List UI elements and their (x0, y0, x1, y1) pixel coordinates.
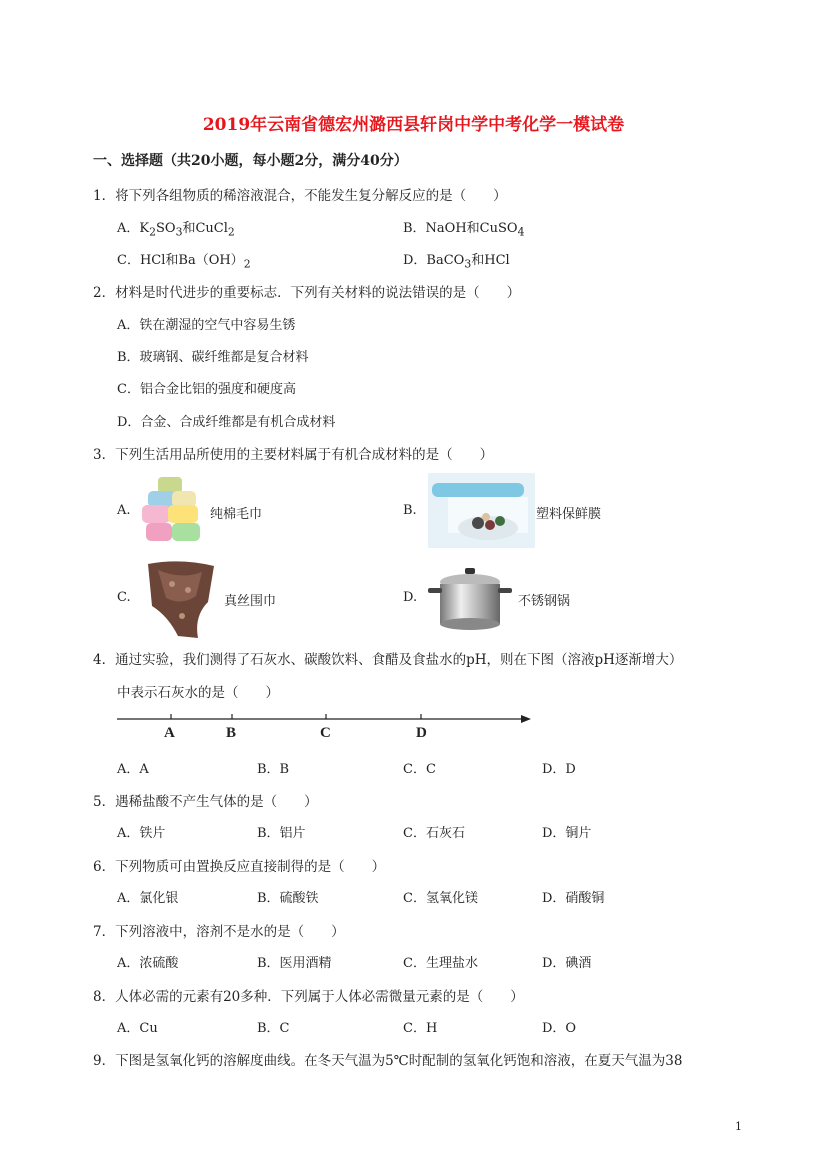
q7-option-a: A．浓硫酸 (117, 956, 179, 971)
q6-option-b: B．硫酸铁 (257, 891, 319, 906)
q3-letter-c: C. (117, 590, 131, 605)
page-title: 2019年云南省德宏州潞西县轩岗中学中考化学一模试卷 (202, 115, 625, 135)
q1-a-text: 和CuCl (182, 221, 228, 236)
towels-image (138, 473, 208, 548)
q1-a-sub: 3 (175, 225, 183, 239)
q1-option-d (403, 249, 510, 271)
ph-axis (115, 712, 535, 724)
steel-pot-image (425, 562, 515, 634)
q4-option-c: C．C (403, 762, 436, 777)
q6-option-c: C．氢氧化镁 (403, 891, 478, 906)
q3-caption-a: 纯棉毛巾 (210, 507, 263, 522)
q6-option-a: A．氯化银 (117, 891, 179, 906)
q4-option-d: D．D (542, 762, 576, 777)
q1-a-text: SO (156, 221, 176, 236)
q6-option-d: D．硝酸铜 (542, 891, 605, 906)
section-heading: 一、选择题（共20小题，每小题2分，满分40分） (93, 153, 408, 169)
q1-a-sub: 2 (149, 225, 156, 239)
q8-option-a: A．Cu (117, 1021, 158, 1036)
q2-option-b: B．玻璃钢、碳纤维都是复合材料 (117, 350, 309, 365)
q3-caption-b: 塑料保鲜膜 (536, 507, 602, 522)
q5-stem: 5．遇稀盐酸不产生气体的是（ ） (93, 794, 318, 810)
q4-option-a: A．A (117, 762, 149, 777)
q8-option-d: D．O (542, 1021, 577, 1036)
q1-option-a (117, 217, 235, 239)
q7-stem: 7．下列溶液中，溶剂不是水的是（ ） (93, 924, 345, 940)
axis-label-a: A (164, 725, 175, 741)
q1-option-c (117, 249, 251, 271)
axis-label-b: B (226, 725, 237, 741)
q8-option-b: B．C (257, 1021, 290, 1036)
q2-stem: 2．材料是时代进步的重要标志．下列有关材料的说法错误的是（ ） (93, 285, 521, 301)
q1-a-sub: 2 (227, 225, 235, 239)
q6-stem: 6．下列物质可由置换反应直接制得的是（ ） (93, 859, 386, 875)
q9-stem: 9．下图是氢氧化钙的溶解度曲线。在冬天气温为5℃时配制的氢氧化钙饱和溶液，在夏天气温为38 (93, 1053, 683, 1069)
q1-b-text: B．NaOH和CuSO (403, 221, 518, 236)
q7-option-d: D．碘酒 (542, 956, 592, 971)
q3-letter-d: D. (403, 590, 418, 605)
q3-caption-c: 真丝围巾 (224, 594, 277, 609)
q5-option-d: D．铜片 (542, 826, 592, 841)
q7-option-c: C．生理盐水 (403, 956, 478, 971)
q3-stem: 3．下列生活用品所使用的主要材料属于有机合成材料的是（ ） (93, 447, 494, 463)
silk-scarf-image (138, 556, 223, 641)
q1-b-sub: 4 (517, 225, 525, 239)
q2-option-c: C．铝合金比铝的强度和硬度高 (117, 382, 296, 397)
q3-caption-d: 不锈钢锅 (518, 594, 571, 609)
q3-letter-a: A. (117, 503, 131, 518)
q2-option-a: A．铁在潮湿的空气中容易生锈 (117, 318, 296, 333)
q1-c-text: C．HCl和Ba（OH） (117, 253, 244, 268)
q4-stem-line1: 4．通过实验，我们测得了石灰水、碳酸饮料、食醋及食盐水的pH，则在下图（溶液pH逐渐增大） (93, 652, 683, 668)
plastic-wrap-image (428, 473, 535, 548)
q5-option-b: B．铝片 (257, 826, 306, 841)
q1-d-text: D．BaCO (403, 253, 465, 268)
q5-option-c: C．石灰石 (403, 826, 465, 841)
q4-stem-line2: 中表示石灰水的是（ ） (117, 685, 279, 701)
q3-letter-b: B. (403, 503, 417, 518)
q5-option-a: A．铁片 (117, 826, 166, 841)
q8-option-c: C．H (403, 1021, 438, 1036)
q8-stem: 8．人体必需的元素有20多种．下列属于人体必需微量元素的是（ ） (93, 989, 524, 1005)
q1-a-text: A．K (117, 221, 150, 236)
q1-stem: 1．将下列各组物质的稀溶液混合，不能发生复分解反应的是（ ） (93, 188, 507, 204)
q1-option-b (403, 217, 524, 239)
axis-label-c: C (320, 725, 331, 741)
q7-option-b: B．医用酒精 (257, 956, 332, 971)
q1-d-sub: 3 (464, 257, 472, 271)
q2-option-d: D．合金、合成纤维都是有机合成材料 (117, 415, 336, 430)
q1-c-sub: 2 (243, 257, 251, 271)
page-number: 1 (735, 1120, 742, 1133)
q4-option-b: B．B (257, 762, 290, 777)
q1-d-text: 和HCl (471, 253, 510, 268)
axis-label-d: D (416, 725, 427, 741)
